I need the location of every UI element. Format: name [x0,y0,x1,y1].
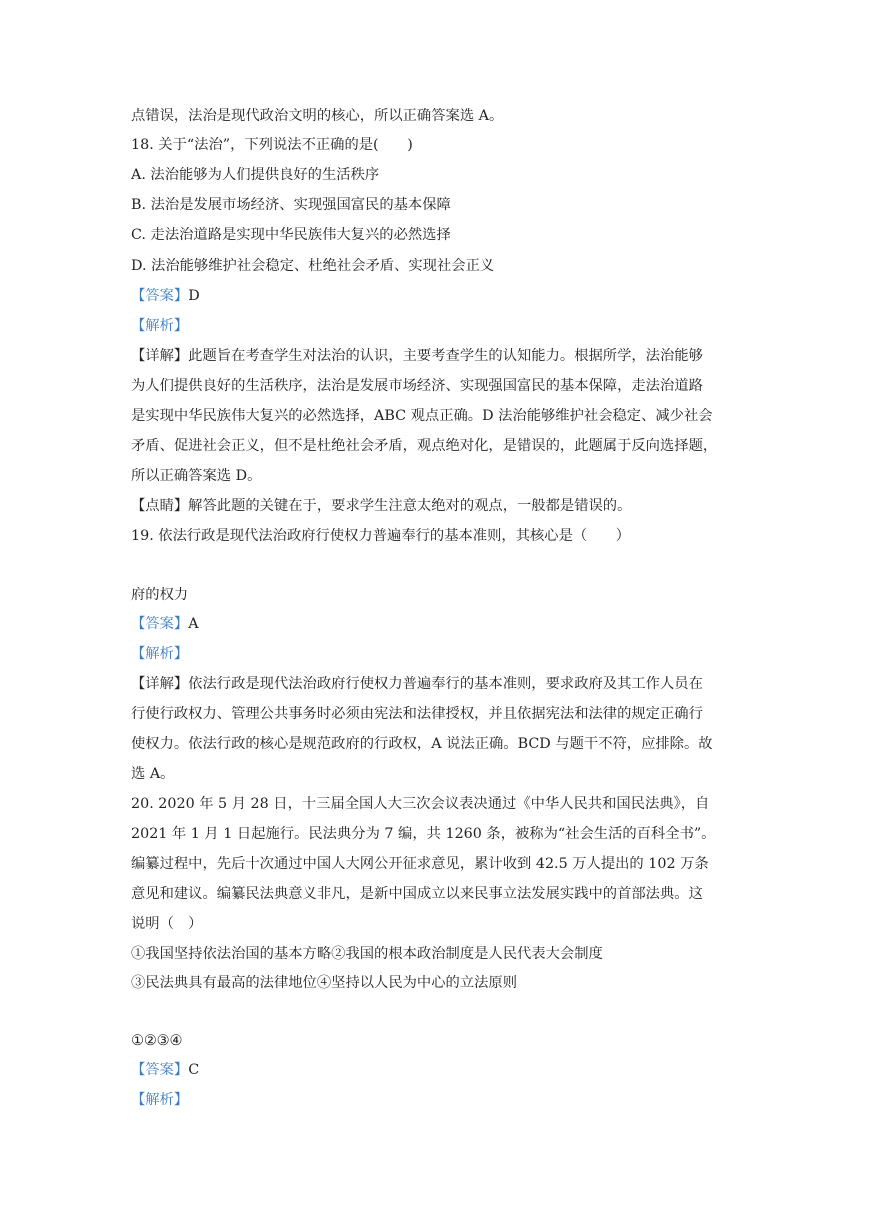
q18-option-a: A. 法治能够为人们提供良好的生活秩序 [131,167,380,183]
q18-answer-line [131,286,741,306]
q18-detail-line: 是实现中华民族伟大复兴的必然选择，ABC 观点正确。D 法治能够维护社会稳定、减少社会 [131,408,713,424]
q18-option-b: B. 法治是发展市场经济、实现强国富民的基本保障 [131,197,451,213]
q18-option-c: C. 走法治道路是实现中华民族伟大复兴的必然选择 [131,227,451,243]
q19-stem: 19. 依法行政是现代法治政府行使权力普遍奉行的基本准则，其核心是（ ） [131,528,631,544]
q19-detail-line: 使权力。依法行政的核心是规范政府的行政权，A 说法正确。BCD 与题干不符，应排除。故 [131,736,713,752]
answer-tag: 【答案】 [131,288,189,304]
q19-detail-line: 选 A。 [131,766,175,782]
q18-detail-line: 矛盾、促进社会正义，但不是杜绝社会矛盾，观点绝对化，是错误的，此题属于反向选择题， [131,438,718,454]
analysis-tag: 【解析】 [131,318,189,334]
analysis-tag: 【解析】 [131,1092,189,1108]
q20-option-d-continued: ①②③④ [131,1033,183,1049]
q19-analysis-tag [131,644,741,664]
q20-stem-line: 说明（ ） [131,916,203,932]
q18-detail-line: 所以正确答案选 D。 [131,468,262,484]
q20-statement: ①我国坚持依法治国的基本方略②我国的根本政治制度是人民代表大会制度 [131,946,603,962]
q20-answer-value: C [188,1062,200,1078]
answer-tag: 【答案】 [131,1062,189,1078]
q20-analysis-tag [131,1090,741,1110]
q18-tip: 【点睛】解答此题的关键在于，要求学生注意太绝对的观点，一般都是错误的。 [131,498,632,514]
q19-answer-value: A [188,616,199,632]
previous-explanation-tail: 点错误，法治是现代政治文明的核心，所以正确答案选 A。 [131,108,504,124]
q18-option-d: D. 法治能够维护社会稳定、杜绝社会矛盾、实现社会正义 [131,258,495,274]
analysis-tag: 【解析】 [131,646,189,662]
q19-answer-line [131,614,741,634]
q19-option-d-continued: 府的权力 [131,587,189,603]
q18-answer-value: D [188,288,200,304]
q20-stem-line: 2021 年 1 月 1 日起施行。民法典分为 7 编，共 1260 条，被称为“社会生活的百科全书”。 [131,826,716,842]
q18-analysis-tag [131,316,741,336]
q18-stem: 18. 关于“法治”，下列说法不正确的是( ) [131,137,413,153]
q20-stem-line: 20. 2020 年 5 月 28 日，十三届全国人大三次会议表决通过《中华人民共和国民法典》，自 [131,796,710,812]
q19-detail-line: 行使行政权力、管理公共事务时必须由宪法和法律授权，并且依据宪法和法律的规定正确行 [131,706,703,722]
answer-tag: 【答案】 [131,616,189,632]
q18-detail-line: 为人们提供良好的生活秩序，法治是发展市场经济、实现强国富民的基本保障，走法治道路 [131,378,703,394]
q20-statement: ③民法典具有最高的法律地位④坚持以人民为中心的立法原则 [131,975,518,991]
q20-stem-line: 编纂过程中，先后十次通过中国人大网公开征求意见，累计收到 42.5 万人提出的 102 万条 [131,856,709,872]
q20-answer-line [131,1060,741,1080]
q19-detail-line: 【详解】依法行政是现代法治政府行使权力普遍奉行的基本准则，要求政府及其工作人员在 [131,676,703,692]
q20-stem-line: 意见和建议。编纂民法典意义非凡，是新中国成立以来民事立法发展实践中的首部法典。这 [131,886,703,902]
q18-detail-line: 【详解】此题旨在考查学生对法治的认识，主要考查学生的认知能力。根据所学，法治能够 [131,348,703,364]
